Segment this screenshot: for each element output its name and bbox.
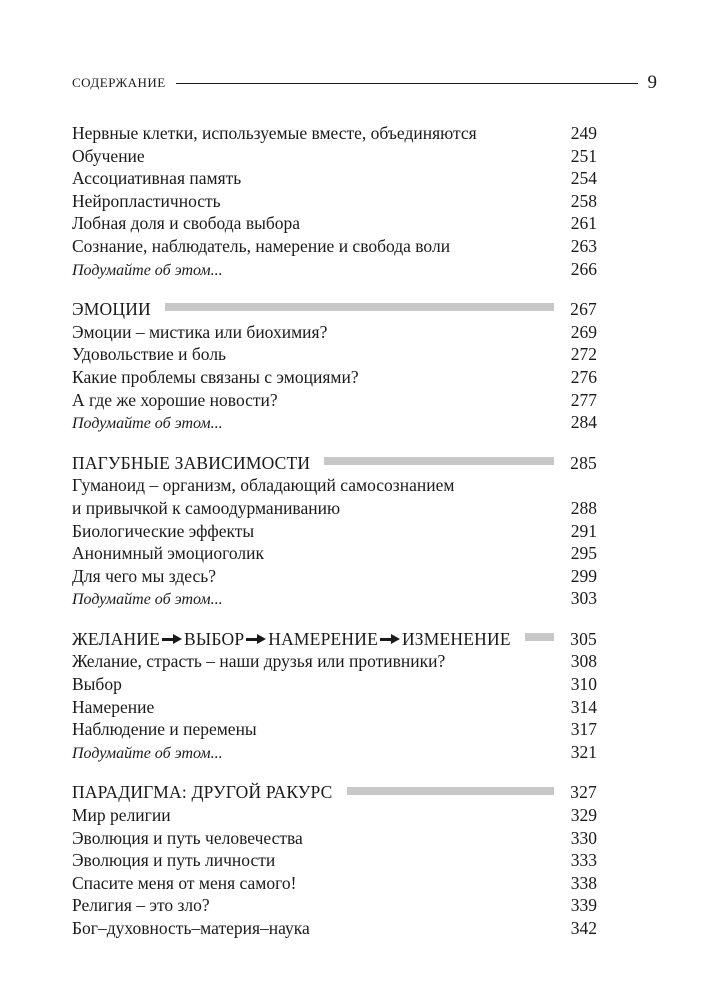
toc-entry[interactable] bbox=[72, 145, 597, 168]
toc-entry[interactable] bbox=[72, 673, 597, 696]
toc-entry-page: 338 bbox=[570, 872, 597, 893]
toc-entry-page: 269 bbox=[570, 321, 597, 342]
toc-entry[interactable] bbox=[72, 565, 597, 588]
toc-entry-page: 261 bbox=[570, 213, 597, 234]
toc-entry-title: Анонимный эмоциоголик bbox=[72, 543, 264, 564]
chapter-heading[interactable] bbox=[72, 628, 597, 651]
toc-entry-page: 317 bbox=[570, 719, 597, 740]
heading-bar bbox=[165, 303, 554, 311]
running-head-rule bbox=[176, 83, 638, 84]
toc-entry[interactable] bbox=[72, 917, 597, 940]
toc-entry[interactable] bbox=[72, 520, 597, 543]
chapter-page: 327 bbox=[570, 782, 597, 803]
toc-entry-title: Эволюция и путь личности bbox=[72, 850, 276, 871]
chapter-title bbox=[72, 628, 511, 651]
toc-entry-title-line1: Гуманоид – организм, обладающий самосознанием bbox=[72, 475, 455, 496]
toc-entry-title: Мир религии bbox=[72, 805, 171, 826]
toc-entry[interactable] bbox=[72, 696, 597, 719]
toc-entry[interactable] bbox=[72, 235, 597, 258]
toc-entry[interactable] bbox=[72, 650, 597, 673]
toc-entry-page: 284 bbox=[570, 412, 597, 433]
heading-bar bbox=[525, 633, 554, 641]
chapter-title-part: ИЗМЕНЕНИЕ bbox=[401, 628, 511, 649]
arrow-right-icon bbox=[380, 634, 400, 644]
toc-entry[interactable] bbox=[72, 389, 597, 412]
toc-entry-page: 329 bbox=[570, 805, 597, 826]
toc-entry-page: 272 bbox=[570, 344, 597, 365]
toc-entry-page: 342 bbox=[570, 918, 597, 938]
toc-entry-page: 330 bbox=[570, 827, 597, 848]
toc-entry[interactable] bbox=[72, 321, 597, 344]
toc-section-continuation bbox=[72, 122, 597, 280]
toc-entry-reflection[interactable] bbox=[72, 741, 597, 764]
toc-entry-title: Подумайте об этом... bbox=[72, 415, 223, 433]
toc-entry-page: 333 bbox=[570, 850, 597, 871]
toc-entry[interactable] bbox=[72, 849, 597, 872]
chapter-title-part: ВЫБОР bbox=[184, 628, 245, 649]
toc-entry-page: 288 bbox=[570, 497, 597, 518]
chapter-page: 267 bbox=[570, 299, 597, 320]
toc-entry-title: Выбор bbox=[72, 674, 122, 695]
toc-entry-title: и привычкой к самоодурманиванию bbox=[72, 497, 341, 518]
toc-entry[interactable] bbox=[72, 827, 597, 850]
toc-entry-page: 303 bbox=[570, 588, 597, 609]
toc-entry-title: Обучение bbox=[72, 145, 145, 166]
toc-entry-page: 266 bbox=[570, 258, 597, 279]
arrow-right-icon bbox=[162, 634, 182, 644]
toc-entry-title: Подумайте об этом... bbox=[72, 591, 223, 609]
toc-entry-title: Ассоциативная память bbox=[72, 168, 242, 189]
toc-entry[interactable] bbox=[72, 497, 597, 520]
chapter-page: 285 bbox=[570, 452, 597, 473]
arrow-right-icon bbox=[246, 634, 266, 644]
toc-entry-title: Для чего мы здесь? bbox=[72, 565, 216, 586]
toc-entry-reflection[interactable] bbox=[72, 258, 597, 281]
toc-entry-page: 249 bbox=[570, 123, 597, 143]
toc-entry-page: 277 bbox=[570, 389, 597, 410]
toc-section-emotions bbox=[72, 298, 597, 434]
toc-entry-page: 310 bbox=[570, 674, 597, 695]
toc-entry-title: А где же хорошие новости? bbox=[72, 389, 278, 410]
toc-entry-page: 251 bbox=[570, 145, 597, 166]
toc-entry[interactable] bbox=[72, 366, 597, 389]
heading-bar bbox=[347, 787, 555, 795]
toc-entry-page: 291 bbox=[570, 520, 597, 541]
chapter-page: 305 bbox=[570, 628, 597, 649]
table-of-contents bbox=[72, 122, 597, 958]
toc-entry-title: Нейропластичность bbox=[72, 190, 221, 211]
toc-entry-page: 295 bbox=[570, 543, 597, 564]
toc-entry-title: Желание, страсть – наши друзья или противники? bbox=[72, 651, 446, 672]
heading-bar bbox=[324, 457, 554, 465]
chapter-title-part: НАМЕРЕНИЕ bbox=[268, 628, 378, 649]
toc-entry[interactable] bbox=[72, 167, 597, 190]
toc-entry-title: Какие проблемы связаны с эмоциями? bbox=[72, 366, 359, 387]
toc-entry-page: 276 bbox=[570, 366, 597, 387]
toc-entry[interactable] bbox=[72, 542, 597, 565]
toc-entry-title: Эмоции – мистика или биохимия? bbox=[72, 321, 328, 342]
toc-entry-title: Лобная доля и свобода выбора bbox=[72, 213, 301, 234]
toc-entry[interactable] bbox=[72, 190, 597, 213]
toc-entry-page: 339 bbox=[570, 895, 597, 916]
chapter-title: ПАРАДИГМА: ДРУГОЙ РАКУРС bbox=[72, 782, 333, 803]
toc-entry-page: 314 bbox=[570, 696, 597, 717]
chapter-title: ПАГУБНЫЕ ЗАВИСИМОСТИ bbox=[72, 452, 311, 473]
toc-entry-line1[interactable] bbox=[72, 474, 597, 497]
toc-entry-reflection[interactable] bbox=[72, 587, 597, 610]
toc-entry[interactable] bbox=[72, 718, 597, 741]
toc-entry-title: Эволюция и путь человечества bbox=[72, 827, 303, 848]
running-head bbox=[72, 70, 657, 96]
toc-entry-title: Наблюдение и перемены bbox=[72, 719, 257, 740]
toc-entry-title: Удовольствие и боль bbox=[72, 344, 227, 365]
toc-entry-page: 263 bbox=[570, 235, 597, 256]
toc-entry-page: 299 bbox=[570, 565, 597, 586]
toc-entry-reflection[interactable] bbox=[72, 411, 597, 434]
page-number: 9 bbox=[647, 72, 657, 93]
toc-entry-title: Подумайте об этом... bbox=[72, 744, 223, 762]
chapter-heading[interactable] bbox=[72, 298, 597, 321]
toc-entry-title: Бог–духовность–материя–наука bbox=[72, 918, 310, 938]
toc-entry[interactable] bbox=[72, 122, 597, 145]
chapter-heading[interactable] bbox=[72, 781, 597, 804]
toc-section-addictions bbox=[72, 452, 597, 610]
toc-entry[interactable] bbox=[72, 894, 597, 917]
toc-section-paradigm bbox=[72, 781, 597, 939]
chapter-title-part: ЖЕЛАНИЕ bbox=[72, 628, 161, 649]
toc-section-desire bbox=[72, 628, 597, 764]
chapter-title: ЭМОЦИИ bbox=[72, 299, 151, 320]
toc-entry[interactable] bbox=[72, 872, 597, 895]
running-head-title: СОДЕРЖАНИЕ bbox=[72, 75, 166, 90]
toc-entry-page: 254 bbox=[570, 168, 597, 189]
toc-entry-title: Намерение bbox=[72, 696, 155, 717]
toc-entry-page: 258 bbox=[570, 190, 597, 211]
toc-entry-title: Спасите меня от меня самого! bbox=[72, 872, 297, 893]
toc-entry-title: Подумайте об этом... bbox=[72, 261, 223, 279]
toc-entry-title: Биологические эффекты bbox=[72, 520, 255, 541]
toc-entry[interactable] bbox=[72, 212, 597, 235]
toc-entry-title: Нервные клетки, используемые вместе, объединяются bbox=[72, 123, 477, 143]
toc-entry[interactable] bbox=[72, 804, 597, 827]
chapter-heading[interactable] bbox=[72, 452, 597, 475]
toc-entry-page: 321 bbox=[570, 741, 597, 762]
toc-entry-page: 308 bbox=[570, 651, 597, 672]
toc-entry[interactable] bbox=[72, 343, 597, 366]
toc-entry-title: Сознание, наблюдатель, намерение и свобода воли bbox=[72, 235, 451, 256]
toc-entry-title: Религия – это зло? bbox=[72, 895, 210, 916]
